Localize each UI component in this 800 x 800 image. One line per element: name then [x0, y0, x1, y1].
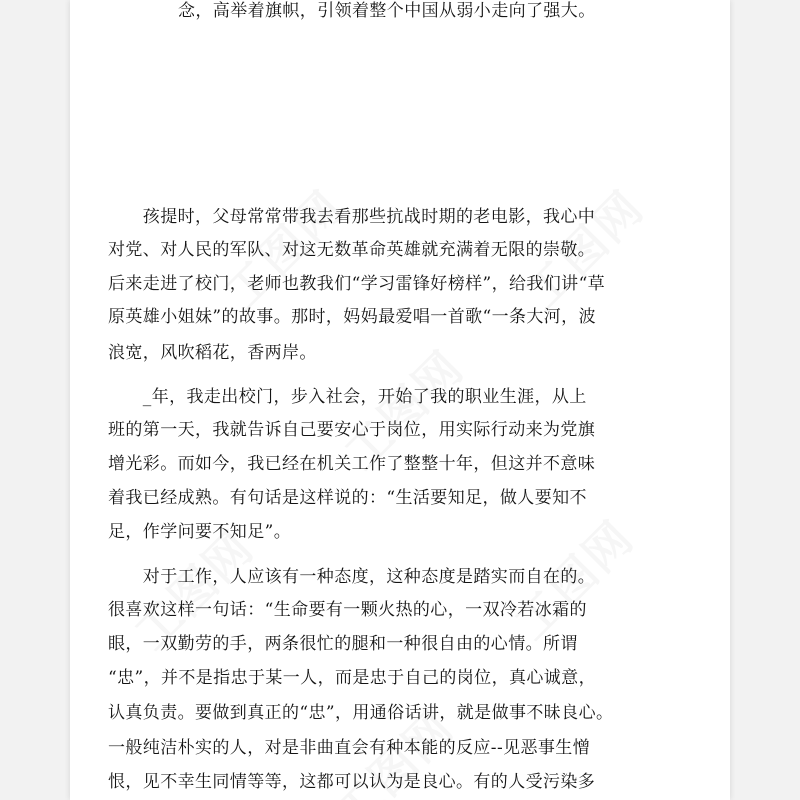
paragraph-line: 恨，见不幸生同情等等，这都可以认为是良心。有的人受污染多	[108, 772, 596, 792]
text-line: 念，高举着旗帜，引领着整个中国从弱小走向了强大。	[178, 1, 596, 21]
paragraph-line: 对于工作，人应该有一种态度，这种态度是踏实而自在的。	[108, 567, 596, 587]
paragraph-line: 对党、对人民的军队、对这无数革命英雄就充满着无限的崇敬。	[108, 240, 596, 260]
paragraph-line: _年，我走出校门，步入社会，开始了我的职业生涯，从上	[108, 387, 587, 407]
paragraph-line: 认真负责。要做到真正的“忠”，用通俗话讲，就是做事不昧良心。	[108, 703, 614, 723]
paragraph-line: 着我已经成熟。有句话是这样说的：“生活要知足，做人要知不	[108, 488, 587, 508]
paragraph-line: 浪宽，风吹稻花，香两岸。	[108, 343, 317, 363]
paragraph-line: 眼，一双勤劳的手，两条很忙的腿和一种很自由的心情。所谓	[108, 634, 578, 654]
paragraph-line: 孩提时，父母常常带我去看那些抗战时期的老电影，我心中	[108, 207, 596, 227]
paragraph-line: 后来走进了校门，老师也教我们“学习雷锋好榜样”，给我们讲“草	[108, 274, 606, 294]
paragraph-line: 一般纯洁朴实的人，对是非曲直会有种本能的反应--见恶事生憎	[108, 738, 591, 758]
paragraph-line: “忠”，并不是指忠于某一人，而是忠于自己的岗位，真心诚意，	[108, 668, 596, 688]
paragraph-line: 原英雄小姐妹”的故事。那时，妈妈最爱唱一首歌“一条大河，波	[108, 307, 596, 327]
paragraph-line: 很喜欢这样一句话：“生命要有一颗火热的心，一双冷若冰霜的	[108, 600, 587, 620]
paragraph-line: 班的第一天，我就告诉自己要安心于岗位，用实际行动来为党旗	[108, 420, 596, 440]
paragraph-line: 增光彩。而如今，我已经在机关工作了整整十年，但这并不意味	[108, 454, 596, 474]
paragraph-line: 足，作学问要不知足”。	[108, 522, 292, 542]
